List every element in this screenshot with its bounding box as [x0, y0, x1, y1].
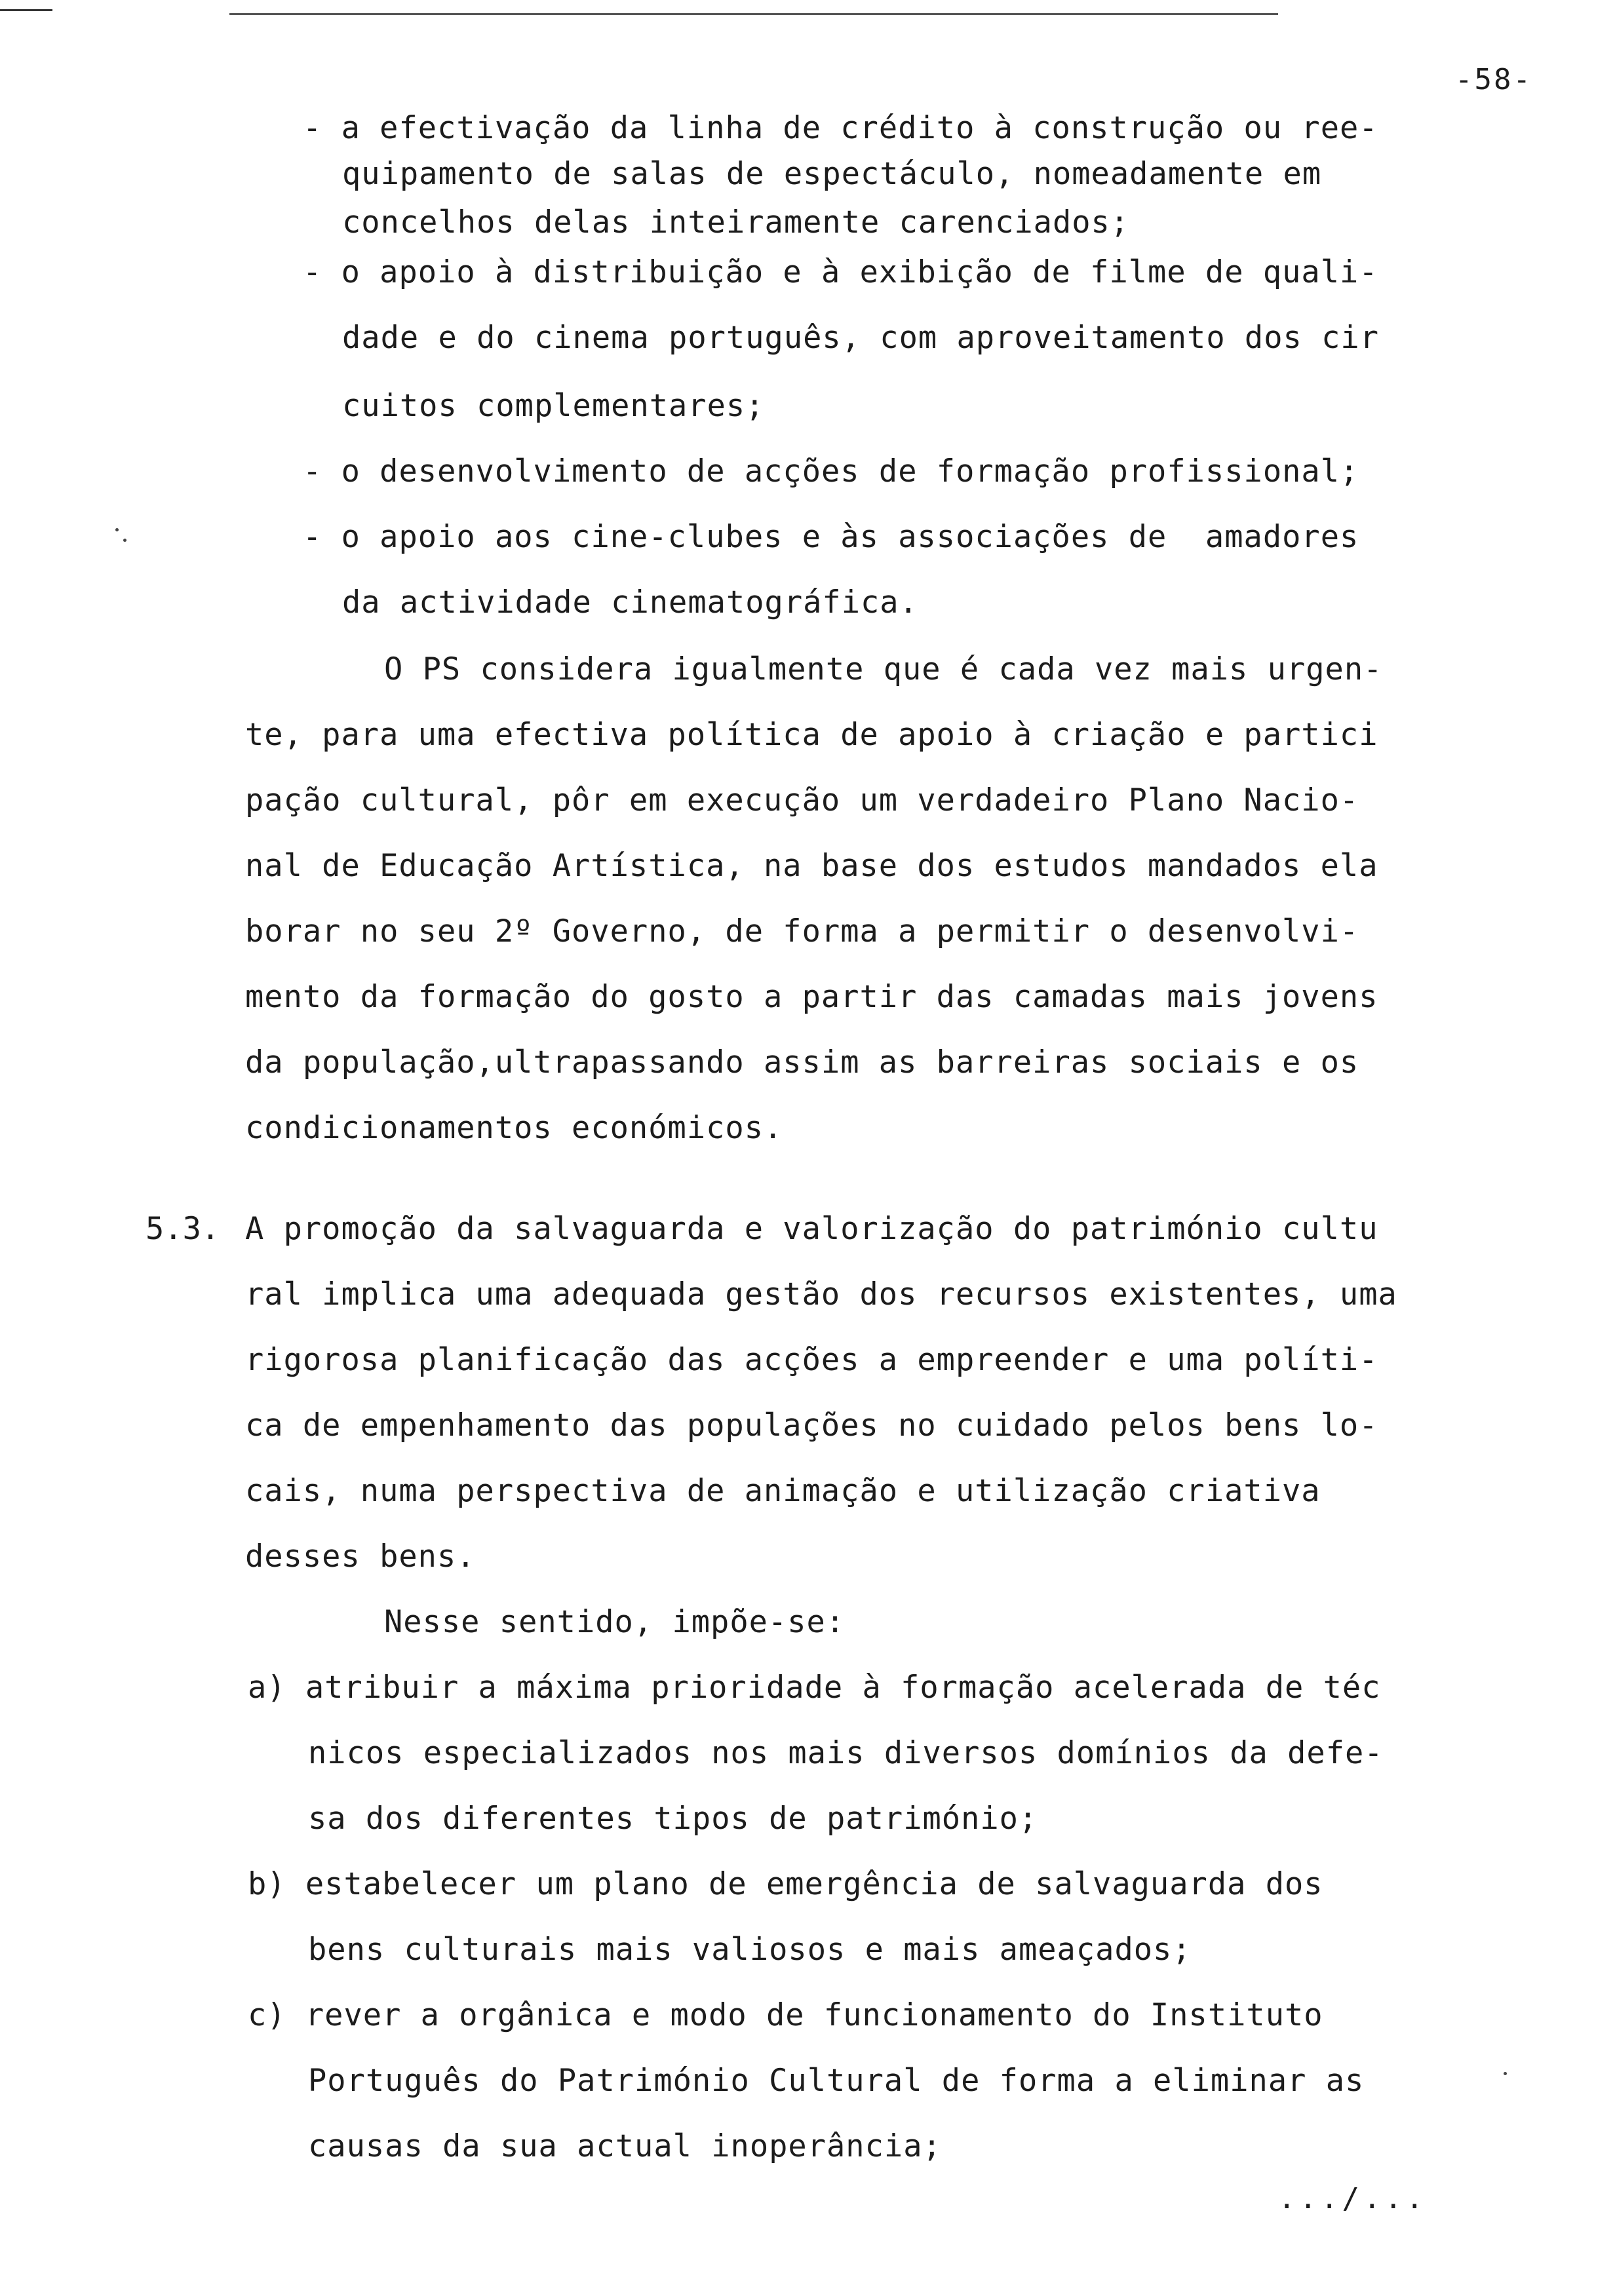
- continuation-marker: .../...: [1278, 2182, 1428, 2215]
- section-line-5: cais, numa perspectiva de animação e utilização criativa: [245, 1473, 1321, 1509]
- dash-item-1-line-1: - a efectivação da linha de crédito à construção ou ree-: [303, 110, 1378, 146]
- section-line-4: ca de empenhamento das populações no cuidado pelos bens lo-: [245, 1407, 1378, 1444]
- section-intro: Nesse sentido, impõe-se:: [384, 1604, 846, 1640]
- alpha-item-a-line-2: nicos especializados nos mais diversos domínios da defe-: [308, 1735, 1384, 1771]
- dash-item-4-line-1: - o apoio aos cine-clubes e às associações de amadores: [303, 519, 1359, 555]
- dash-item-3-line-1: - o desenvolvimento de acções de formação profissional;: [303, 453, 1359, 489]
- ps-paragraph-line-6: mento da formação do gosto a partir das camadas mais jovens: [245, 979, 1378, 1015]
- ps-paragraph-line-3: pação cultural, pôr em execução um verdadeiro Plano Nacio-: [245, 782, 1359, 818]
- scan-speck: [115, 528, 119, 531]
- alpha-item-a-line-3: sa dos diferentes tipos de património;: [308, 1801, 1038, 1837]
- alpha-item-c-line-3: causas da sua actual inoperância;: [308, 2128, 942, 2164]
- dash-item-2-line-3: cuitos complementares;: [342, 388, 765, 424]
- alpha-item-c-line-2: Português do Património Cultural de forma a eliminar as: [308, 2063, 1365, 2099]
- ps-paragraph-line-8: condicionamentos económicos.: [245, 1110, 783, 1146]
- page-number: -58-: [1455, 63, 1532, 96]
- alpha-item-b-line-2: bens culturais mais valiosos e mais ameaçados;: [308, 1932, 1192, 1968]
- alpha-item-a-line-1: a) atribuir a máxima prioridade à formação acelerada de téc: [248, 1670, 1381, 1706]
- alpha-item-c-line-1: c) rever a orgânica e modo de funcionamento do Instituto: [248, 1997, 1323, 2033]
- ps-paragraph-line-5: borar no seu 2º Governo, de forma a permitir o desenvolvi-: [245, 913, 1359, 949]
- section-number: 5.3.: [146, 1211, 220, 1247]
- scan-speck: [1504, 2072, 1507, 2075]
- ps-paragraph-line-4: nal de Educação Artística, na base dos estudos mandados ela: [245, 848, 1378, 884]
- ps-paragraph-line-7: da população,ultrapassando assim as barreiras sociais e os: [245, 1044, 1359, 1081]
- alpha-item-b-line-1: b) estabelecer um plano de emergência de salvaguarda dos: [248, 1866, 1323, 1902]
- dash-item-4-line-2: da actividade cinematográfica.: [342, 584, 918, 621]
- top-rule: [229, 13, 1278, 15]
- top-rule-left: [0, 9, 52, 11]
- ps-paragraph-line-2: te, para uma efectiva política de apoio à criação e partici: [245, 717, 1378, 753]
- section-line-6: desses bens.: [245, 1539, 476, 1575]
- scan-speck: [123, 539, 126, 542]
- dash-item-2-line-1: - o apoio à distribuição e à exibição de filme de quali-: [303, 254, 1378, 290]
- ps-paragraph-line-1: O PS considera igualmente que é cada vez mais urgen-: [384, 651, 1383, 687]
- section-line-3: rigorosa planificação das acções a empreender e uma políti-: [245, 1342, 1378, 1378]
- dash-item-2-line-2: dade e do cinema português, com aproveitamento dos cir: [342, 320, 1380, 356]
- section-line-2: ral implica uma adequada gestão dos recursos existentes, uma: [245, 1276, 1397, 1312]
- dash-item-1-line-3: concelhos delas inteiramente carenciados;: [342, 204, 1130, 240]
- section-line-1: A promoção da salvaguarda e valorização do património cultu: [245, 1211, 1378, 1247]
- dash-item-1-line-2: quipamento de salas de espectáculo, nomeadamente em: [342, 156, 1322, 192]
